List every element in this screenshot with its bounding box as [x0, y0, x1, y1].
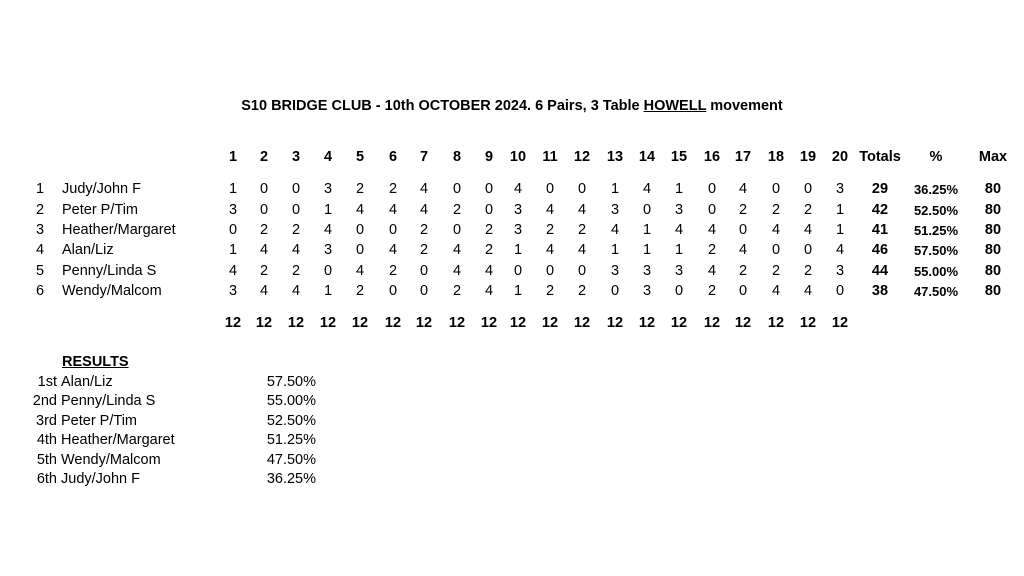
board-score: 4 — [291, 242, 301, 258]
board-score: 0 — [388, 222, 398, 238]
board-score: 3 — [835, 263, 845, 279]
board-score: 2 — [803, 202, 813, 218]
board-score: 0 — [803, 242, 813, 258]
board-score: 2 — [452, 283, 462, 299]
result-percentage: 47.50% — [266, 452, 316, 468]
board-score: 0 — [835, 283, 845, 299]
board-score: 0 — [484, 181, 494, 197]
pair-max: 80 — [984, 181, 1002, 197]
pair-name: Alan/Liz — [62, 242, 114, 258]
board-totals-row — [0, 315, 1024, 335]
board-score: 4 — [610, 222, 620, 238]
board-score: 0 — [323, 263, 333, 279]
board-total: 12 — [799, 315, 817, 331]
board-number-header: 17 — [734, 149, 752, 165]
result-place: 2nd — [32, 393, 57, 409]
board-number-header: 18 — [767, 149, 785, 165]
board-score: 4 — [577, 242, 587, 258]
pair-row — [0, 242, 1024, 262]
result-percentage: 57.50% — [266, 374, 316, 390]
board-score: 2 — [259, 222, 269, 238]
board-total: 12 — [541, 315, 559, 331]
result-row — [0, 374, 400, 393]
board-score: 4 — [419, 202, 429, 218]
board-score: 3 — [674, 263, 684, 279]
result-place: 4th — [36, 432, 57, 448]
board-score: 1 — [228, 181, 238, 197]
board-score: 3 — [610, 202, 620, 218]
board-score: 0 — [259, 202, 269, 218]
board-total: 12 — [767, 315, 785, 331]
pair-max: 80 — [984, 242, 1002, 258]
result-row — [0, 432, 400, 451]
board-score: 4 — [291, 283, 301, 299]
board-score: 1 — [513, 242, 523, 258]
board-total: 12 — [509, 315, 527, 331]
board-score: 2 — [577, 222, 587, 238]
board-score: 0 — [771, 242, 781, 258]
pair-name: Penny/Linda S — [62, 263, 157, 279]
board-score: 3 — [323, 242, 333, 258]
result-row — [0, 393, 400, 412]
pair-max: 80 — [984, 263, 1002, 279]
board-score: 2 — [388, 263, 398, 279]
board-score: 2 — [355, 181, 365, 197]
result-pair-name: Wendy/Malcom — [61, 452, 161, 468]
result-percentage: 52.50% — [266, 413, 316, 429]
board-total: 12 — [415, 315, 433, 331]
board-score: 4 — [771, 222, 781, 238]
board-score: 0 — [259, 181, 269, 197]
pair-total: 44 — [871, 263, 889, 279]
title-suffix: movement — [706, 98, 783, 114]
board-score: 4 — [545, 202, 555, 218]
board-score: 0 — [513, 263, 523, 279]
board-number-header: 12 — [573, 149, 591, 165]
board-score: 4 — [803, 222, 813, 238]
board-score: 2 — [259, 263, 269, 279]
percent-header: % — [929, 149, 943, 165]
board-score: 4 — [642, 181, 652, 197]
board-number-header: 3 — [291, 149, 301, 165]
pair-percentage: 57.50% — [913, 243, 959, 258]
board-score: 4 — [419, 181, 429, 197]
board-score: 2 — [388, 181, 398, 197]
board-score: 1 — [513, 283, 523, 299]
pair-number: 2 — [36, 202, 45, 218]
board-number-header: 9 — [484, 149, 494, 165]
board-score: 4 — [738, 181, 748, 197]
max-header: Max — [978, 149, 1008, 165]
board-score: 2 — [707, 283, 717, 299]
board-score: 0 — [355, 222, 365, 238]
result-place: 3rd — [36, 413, 57, 429]
board-score: 1 — [610, 181, 620, 197]
result-place: 6th — [36, 471, 57, 487]
board-score: 3 — [835, 181, 845, 197]
board-score: 4 — [323, 222, 333, 238]
board-score: 0 — [577, 263, 587, 279]
board-score: 1 — [674, 181, 684, 197]
totals-header: Totals — [859, 149, 901, 165]
pair-percentage: 47.50% — [913, 284, 959, 299]
pair-number: 4 — [36, 242, 45, 258]
result-pair-name: Peter P/Tim — [61, 413, 138, 429]
board-score: 0 — [419, 283, 429, 299]
pair-max: 80 — [984, 222, 1002, 238]
pair-row — [0, 283, 1024, 303]
board-score: 4 — [803, 283, 813, 299]
pair-total: 29 — [871, 181, 889, 197]
board-total: 12 — [573, 315, 591, 331]
board-score: 2 — [419, 242, 429, 258]
board-number-header: 6 — [388, 149, 398, 165]
pair-number: 5 — [36, 263, 45, 279]
board-score: 0 — [577, 181, 587, 197]
board-total: 12 — [224, 315, 242, 331]
board-score: 4 — [259, 242, 269, 258]
result-row — [0, 413, 400, 432]
result-pair-name: Heather/Margaret — [61, 432, 175, 448]
board-score: 0 — [484, 202, 494, 218]
board-score: 4 — [738, 242, 748, 258]
board-total: 12 — [384, 315, 402, 331]
board-score: 4 — [707, 263, 717, 279]
board-score: 3 — [513, 222, 523, 238]
pair-total: 42 — [871, 202, 889, 218]
board-score: 4 — [388, 202, 398, 218]
title-movement: HOWELL — [643, 98, 707, 114]
board-number-header: 20 — [831, 149, 849, 165]
board-score: 1 — [323, 202, 333, 218]
pair-row — [0, 263, 1024, 283]
pair-name: Wendy/Malcom — [62, 283, 162, 299]
board-total: 12 — [606, 315, 624, 331]
board-number-header: 8 — [452, 149, 462, 165]
pair-total: 46 — [871, 242, 889, 258]
board-score: 4 — [545, 242, 555, 258]
board-score: 2 — [577, 283, 587, 299]
board-number-header: 16 — [703, 149, 721, 165]
board-score: 2 — [545, 222, 555, 238]
board-score: 0 — [610, 283, 620, 299]
board-score: 4 — [484, 283, 494, 299]
board-score: 2 — [738, 202, 748, 218]
board-score: 1 — [642, 242, 652, 258]
board-score: 1 — [642, 222, 652, 238]
result-pair-name: Alan/Liz — [61, 374, 113, 390]
board-score: 4 — [452, 242, 462, 258]
board-score: 2 — [707, 242, 717, 258]
board-score: 3 — [674, 202, 684, 218]
board-score: 1 — [674, 242, 684, 258]
board-score: 0 — [419, 263, 429, 279]
board-score: 0 — [707, 202, 717, 218]
board-score: 0 — [452, 222, 462, 238]
board-score: 0 — [291, 202, 301, 218]
board-score: 4 — [835, 242, 845, 258]
board-score: 0 — [388, 283, 398, 299]
board-score: 1 — [835, 222, 845, 238]
result-row — [0, 452, 400, 471]
board-total: 12 — [351, 315, 369, 331]
board-score: 3 — [513, 202, 523, 218]
pair-row — [0, 181, 1024, 201]
board-number-header: 7 — [419, 149, 429, 165]
board-score: 0 — [771, 181, 781, 197]
board-score: 0 — [545, 263, 555, 279]
pair-name: Heather/Margaret — [62, 222, 176, 238]
board-score: 2 — [545, 283, 555, 299]
board-score: 1 — [323, 283, 333, 299]
board-score: 0 — [674, 283, 684, 299]
pair-total: 38 — [871, 283, 889, 299]
result-place: 1st — [37, 374, 57, 390]
board-total: 12 — [287, 315, 305, 331]
board-score: 2 — [355, 283, 365, 299]
board-total: 12 — [831, 315, 849, 331]
board-number-header: 13 — [606, 149, 624, 165]
board-number-header: 10 — [509, 149, 527, 165]
board-score: 4 — [452, 263, 462, 279]
board-score: 0 — [707, 181, 717, 197]
pair-name: Judy/John F — [62, 181, 141, 197]
results-heading: RESULTS — [62, 354, 129, 370]
board-score: 2 — [771, 202, 781, 218]
board-number-header: 1 — [228, 149, 238, 165]
board-header-row — [0, 149, 1024, 169]
board-score: 0 — [803, 181, 813, 197]
board-score: 3 — [228, 202, 238, 218]
board-score: 2 — [771, 263, 781, 279]
board-score: 2 — [291, 222, 301, 238]
board-total: 12 — [670, 315, 688, 331]
pair-row — [0, 202, 1024, 222]
board-total: 12 — [638, 315, 656, 331]
pair-row — [0, 222, 1024, 242]
pair-percentage: 55.00% — [913, 264, 959, 279]
board-score: 3 — [642, 263, 652, 279]
pair-max: 80 — [984, 202, 1002, 218]
pair-number: 3 — [36, 222, 45, 238]
board-score: 4 — [707, 222, 717, 238]
board-total: 12 — [448, 315, 466, 331]
pair-max: 80 — [984, 283, 1002, 299]
pair-name: Peter P/Tim — [62, 202, 139, 218]
result-percentage: 51.25% — [266, 432, 316, 448]
pair-percentage: 51.25% — [913, 223, 959, 238]
board-number-header: 2 — [259, 149, 269, 165]
board-score: 0 — [452, 181, 462, 197]
pair-number: 6 — [36, 283, 45, 299]
board-score: 0 — [228, 222, 238, 238]
title-text: S10 BRIDGE CLUB - 10th OCTOBER 2024. 6 Pairs, 3 Table — [241, 98, 644, 114]
board-total: 12 — [480, 315, 498, 331]
result-place: 5th — [36, 452, 57, 468]
pair-number: 1 — [36, 181, 45, 197]
board-score: 2 — [484, 242, 494, 258]
result-percentage: 36.25% — [266, 471, 316, 487]
board-number-header: 19 — [799, 149, 817, 165]
board-score: 0 — [738, 222, 748, 238]
board-score: 2 — [484, 222, 494, 238]
board-score: 3 — [228, 283, 238, 299]
board-score: 2 — [738, 263, 748, 279]
board-number-header: 14 — [638, 149, 656, 165]
board-score: 3 — [642, 283, 652, 299]
board-score: 4 — [484, 263, 494, 279]
board-score: 4 — [674, 222, 684, 238]
board-score: 1 — [610, 242, 620, 258]
board-score: 4 — [228, 263, 238, 279]
board-total: 12 — [703, 315, 721, 331]
board-total: 12 — [734, 315, 752, 331]
result-pair-name: Penny/Linda S — [61, 393, 156, 409]
board-score: 4 — [355, 263, 365, 279]
result-percentage: 55.00% — [266, 393, 316, 409]
board-score: 2 — [291, 263, 301, 279]
board-score: 1 — [835, 202, 845, 218]
board-score: 0 — [545, 181, 555, 197]
page-title — [0, 98, 1024, 114]
board-score: 3 — [323, 181, 333, 197]
board-score: 4 — [513, 181, 523, 197]
board-total: 12 — [319, 315, 337, 331]
board-score: 0 — [642, 202, 652, 218]
board-number-header: 15 — [670, 149, 688, 165]
result-row — [0, 471, 400, 490]
pair-percentage: 36.25% — [913, 182, 959, 197]
board-score: 1 — [228, 242, 238, 258]
board-score: 4 — [577, 202, 587, 218]
board-score: 4 — [388, 242, 398, 258]
board-score: 0 — [738, 283, 748, 299]
board-score: 4 — [771, 283, 781, 299]
board-score: 4 — [355, 202, 365, 218]
pair-percentage: 52.50% — [913, 203, 959, 218]
board-number-header: 11 — [542, 149, 558, 165]
board-score: 2 — [803, 263, 813, 279]
board-score: 0 — [355, 242, 365, 258]
board-score: 2 — [452, 202, 462, 218]
board-score: 4 — [259, 283, 269, 299]
board-score: 0 — [291, 181, 301, 197]
board-score: 2 — [419, 222, 429, 238]
result-pair-name: Judy/John F — [61, 471, 140, 487]
board-number-header: 4 — [323, 149, 333, 165]
board-total: 12 — [255, 315, 273, 331]
board-score: 3 — [610, 263, 620, 279]
board-number-header: 5 — [355, 149, 365, 165]
pair-total: 41 — [871, 222, 889, 238]
